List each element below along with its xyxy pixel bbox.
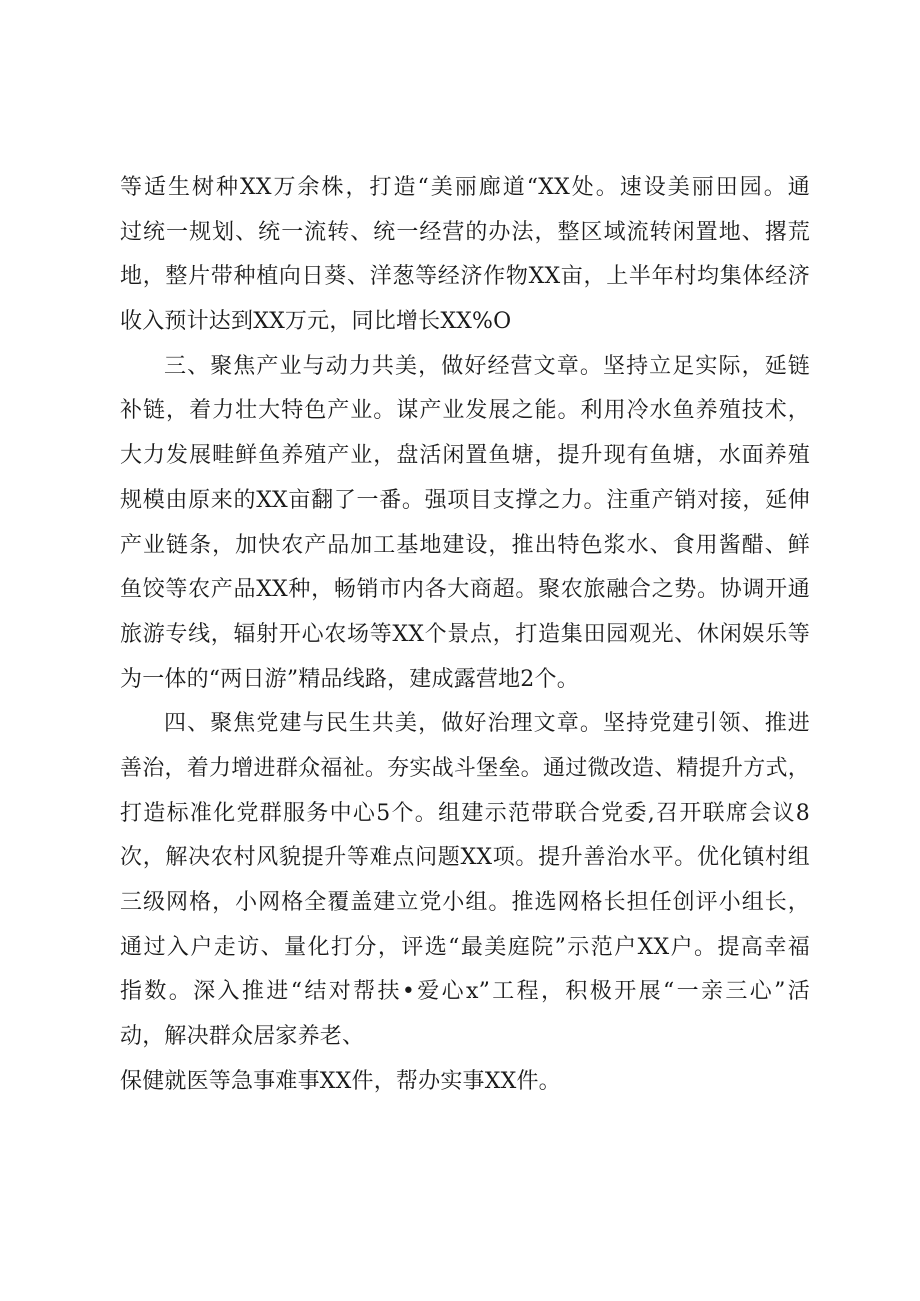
paragraph-line: 补链，着力壮大特色产业。谋产业发展之能。利用冷水鱼养殖技术， — [120, 398, 810, 424]
paragraph-line: 等适生树种XX万余株，打造“美丽廊道“XX处。速设美丽田园。通 — [120, 175, 810, 200]
paragraph-line: 次，解决农村风貌提升等难点问题XX项。提升善治水平。优化镇村组 — [120, 845, 810, 871]
paragraph-line: 旅游专线，辐射开心农场等XX个景点，打造集田园观光、休闲娱乐等 — [120, 621, 810, 647]
paragraph-line: 过统一规划、统一流转、统一经营的办法，整区域流转闲置地、撂荒 — [120, 219, 810, 245]
paragraph-line: 产业链条，加快农产品加工基地建设，推出特色浆水、食用酱醋、鲜 — [120, 532, 810, 558]
paragraph-1 — [120, 166, 810, 345]
paragraph-line: 动，解决群众居家养老、 — [120, 1024, 365, 1050]
paragraph-3 — [120, 702, 810, 1104]
paragraph-line: 大力发展畦鲜鱼养殖产业，盘活闲置鱼塘，提升现有鱼塘，水面养殖 — [120, 443, 810, 469]
paragraph-line: 地，整片带种植向日葵、洋葱等经济作物XX亩，上半年村均集体经济 — [120, 264, 810, 290]
paragraph-line: 鱼饺等农产品XX种，畅销市内各大商超。聚农旅融合之势。协调开通 — [120, 577, 810, 603]
paragraph-line: 三、聚焦产业与动力共美，做好经营文章。坚持立足实际，延链 — [164, 353, 810, 379]
paragraph-line: 三级网格，小网格全覆盖建立党小组。推选网格长担任创评小组长， — [120, 890, 810, 915]
paragraph-line: 收入预计达到XX万元，同比增长XX%O — [120, 309, 512, 335]
document-body — [120, 166, 810, 1104]
paragraph-line: 规模由原来的XX亩翻了一番。强项目支撑之力。注重产销对接，延伸 — [120, 487, 810, 513]
paragraph-line: 善治，着力增进群众福祉。夯实战斗堡垒。通过微改造、精提升方式， — [120, 755, 810, 781]
paragraph-line: 指数。深入推进“结对帮扶•爱心x”工程，积极开展“一亲三心”活 — [120, 979, 810, 1005]
paragraph-2 — [120, 345, 810, 703]
paragraph-line: 保健就医等急事难事XX件，帮办实事XX件。 — [120, 1068, 561, 1094]
paragraph-line: 通过入户走访、量化打分，评选“最美庭院”示范户XX户。提高幸福 — [120, 934, 810, 960]
paragraph-line: 为一体的“两日游”精品线路，建成露营地2个。 — [120, 666, 579, 692]
paragraph-line: 四、聚焦党建与民生共美，做好治理文章。坚持党建引领、推进 — [164, 711, 810, 737]
paragraph-line: 打造标准化党群服务中心5个。组建示范带联合党委,召开联席会议8 — [120, 800, 810, 826]
